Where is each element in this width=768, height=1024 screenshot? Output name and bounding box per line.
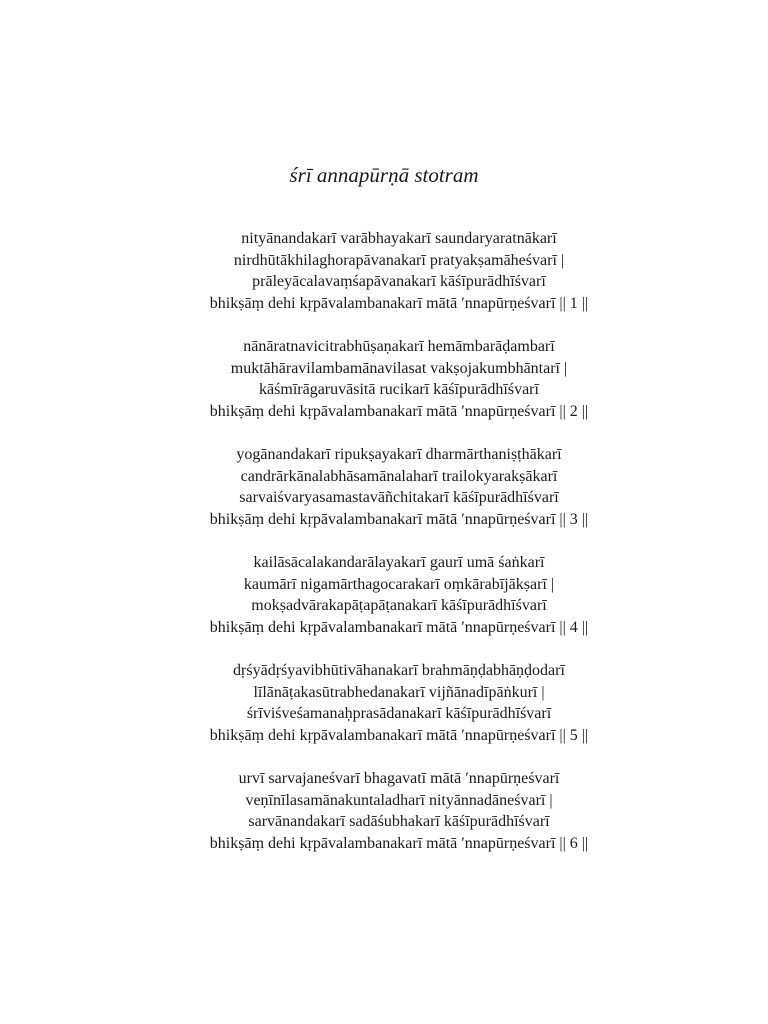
verse-6 — [0, 768, 768, 854]
verse-5 — [0, 660, 768, 746]
verse-line: prāleyācalavaṃśapāvanakarī kāśīpurādhīśvarī — [252, 273, 546, 291]
verse-line: nityānandakarī varābhayakarī saundaryaratnākarī — [241, 230, 557, 247]
verse-line: bhikṣāṃ dehi kṛpāvalambanakarī mātā ′nnapūrṇeśvarī || 1 || — [209, 294, 589, 312]
verse-line: nirdhūtākhilaghorapāvanakarī pratyakṣamāheśvarī | — [233, 251, 565, 269]
verse-line: candrārkānalabhāsamānalaharī trailokyarakṣākarī — [240, 467, 558, 485]
page-title: śrī annapūrṇā stotram — [289, 163, 479, 187]
verse-line: bhikṣāṃ dehi kṛpāvalambanakarī mātā ′nnapūrṇeśvarī || 3 || — [209, 510, 589, 528]
verse-line: bhikṣāṃ dehi kṛpāvalambanakarī mātā ′nnapūrṇeśvarī || 5 || — [209, 726, 589, 744]
verse-line: veṇīnīlasamānakuntaladharī nityānnadāneśvarī | — [245, 791, 553, 809]
verse-3 — [0, 444, 768, 530]
verse-line: sarvānandakarī sadāśubhakarī kāśīpurādhīśvarī — [248, 813, 550, 831]
verse-line: muktāhāravilambamānavilasat vakṣojakumbhāntarī | — [230, 359, 568, 377]
verse-line: śrīviśveśamanaḥprasādanakarī kāśīpurādhīśvarī — [246, 705, 552, 723]
verse-line: urvī sarvajaneśvarī bhagavatī mātā ′nnapūrṇeśvarī — [238, 770, 560, 787]
verse-line: sarvaiśvaryasamastavāñchitakarī kāśīpurādhīśvarī — [239, 489, 559, 507]
verse-line: dṛśyādṛśyavibhūtivāhanakarī brahmāṇḍabhāṇḍodarī — [233, 662, 565, 679]
verse-line: bhikṣāṃ dehi kṛpāvalambanakarī mātā ′nnapūrṇeśvarī || 2 || — [209, 402, 589, 420]
verse-line: līlānāṭakasūtrabhedanakarī vijñānadīpāṅkurī | — [253, 683, 545, 701]
verse-line: kāśmīrāgaruvāsitā rucikarī kāśīpurādhīśvarī — [259, 381, 539, 399]
verse-line: bhikṣāṃ dehi kṛpāvalambanakarī mātā ′nnapūrṇeśvarī || 6 || — [209, 834, 589, 852]
verse-4 — [0, 552, 768, 638]
verse-line: kailāsācalakandarālayakarī gaurī umā śaṅkarī — [253, 554, 545, 571]
verse-line: yogānandakarī ripukṣayakarī dharmārthaniṣṭhākarī — [236, 446, 562, 463]
verse-line: mokṣadvārakapāṭapāṭanakarī kāśīpurādhīśvarī — [251, 597, 547, 615]
verse-line: nānāratnavicitrabhūṣaṇakarī hemāmbarāḍambarī — [243, 338, 555, 355]
verse-line: bhikṣāṃ dehi kṛpāvalambanakarī mātā ′nnapūrṇeśvarī || 4 || — [209, 618, 589, 636]
verse-line: kaumārī nigamārthagocarakarī oṃkārabījākṣarī | — [243, 575, 555, 593]
verse-2 — [0, 336, 768, 422]
verse-1 — [0, 228, 768, 314]
